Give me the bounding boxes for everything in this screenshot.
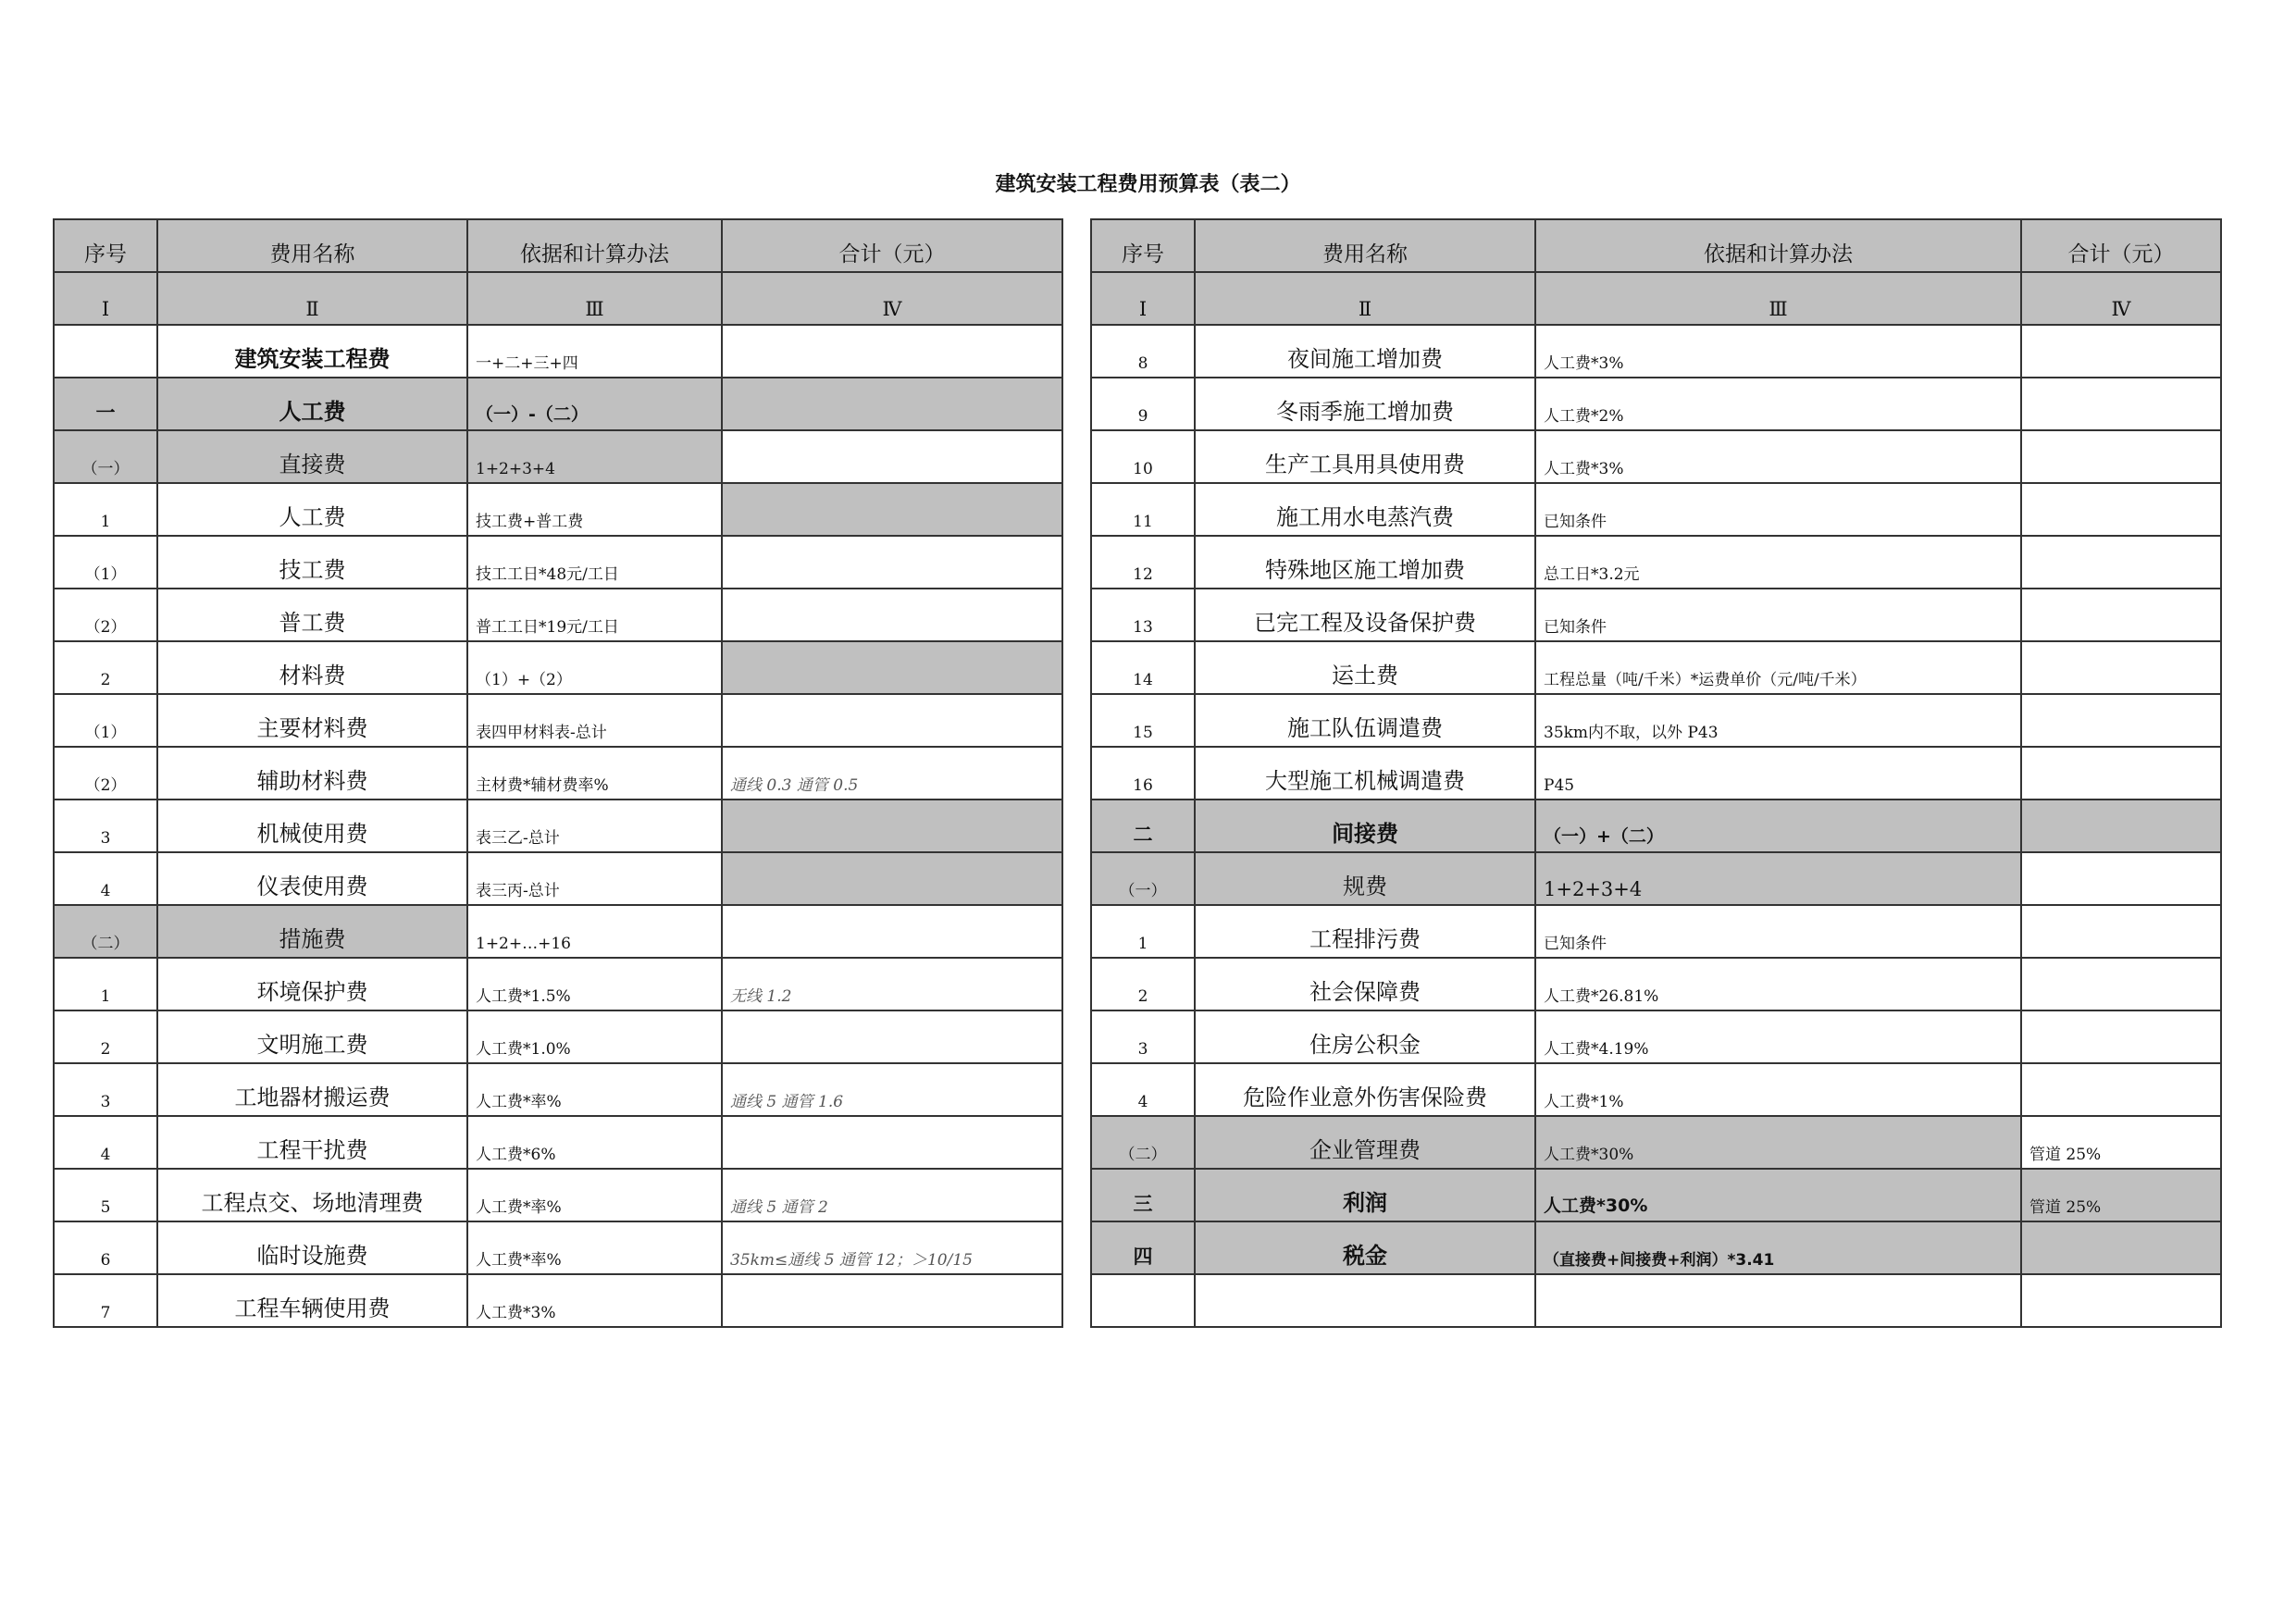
table-row: [54, 536, 1062, 589]
row-basis: （1）+（2）: [467, 641, 722, 694]
header-seq: 序号: [1091, 219, 1195, 272]
row-name: 文明施工费: [157, 1010, 467, 1063]
row-seq: （2）: [54, 747, 157, 800]
row-total-note: 通线 5 通管 1.6: [722, 1063, 1062, 1116]
row-name: 材料费: [157, 641, 467, 694]
row-basis: 技工工日*48元/工日: [467, 536, 722, 589]
budget-table-right: [1090, 218, 2222, 1328]
table-row: [54, 641, 1062, 694]
row-total: [722, 694, 1062, 747]
row-total: [722, 483, 1062, 536]
row-basis: 表四甲材料表-总计: [467, 694, 722, 747]
table-row: [1091, 1169, 2221, 1221]
row-seq: 13: [1091, 589, 1195, 641]
roman-total: Ⅳ: [2021, 272, 2221, 325]
row-basis: 人工费*1%: [1535, 1063, 2021, 1116]
row-name: 普工费: [157, 589, 467, 641]
roman-total: Ⅳ: [722, 272, 1062, 325]
row-basis: 35km内不取，以外 P43: [1535, 694, 2021, 747]
row-total: [722, 536, 1062, 589]
row-basis: 人工费*率%: [467, 1221, 722, 1274]
row-basis: 表三丙-总计: [467, 852, 722, 905]
table-row: [1091, 747, 2221, 800]
row-basis: 人工费*3%: [1535, 430, 2021, 483]
table-row: [1091, 1063, 2221, 1116]
table-row: [54, 325, 1062, 378]
row-total: [722, 852, 1062, 905]
row-total: [722, 430, 1062, 483]
row-seq: 2: [1091, 958, 1195, 1010]
table-row: [1091, 378, 2221, 430]
table-row: [54, 747, 1062, 800]
row-total: 管道 25%: [2021, 1116, 2221, 1169]
row-basis: 人工费*4.19%: [1535, 1010, 2021, 1063]
row-basis: （一）-（二）: [467, 378, 722, 430]
row-total: [722, 905, 1062, 958]
row-total: [2021, 1010, 2221, 1063]
table-row: [54, 483, 1062, 536]
row-seq: 3: [1091, 1010, 1195, 1063]
row-total: [2021, 1274, 2221, 1327]
row-seq: （1）: [54, 694, 157, 747]
table-row: [54, 852, 1062, 905]
row-seq: 14: [1091, 641, 1195, 694]
row-name: 危险作业意外伤害保险费: [1195, 1063, 1535, 1116]
row-name: 仪表使用费: [157, 852, 467, 905]
header-total: 合计（元）: [722, 219, 1062, 272]
row-seq: （一）: [1091, 852, 1195, 905]
table-row: [54, 905, 1062, 958]
row-seq: （二）: [1091, 1116, 1195, 1169]
table-row: [54, 1169, 1062, 1221]
row-name: 措施费: [157, 905, 467, 958]
row-total: [2021, 325, 2221, 378]
table-row: [1091, 958, 2221, 1010]
row-name: 社会保障费: [1195, 958, 1535, 1010]
row-basis: 已知条件: [1535, 589, 2021, 641]
table-row: [1091, 325, 2221, 378]
roman-seq: Ⅰ: [1091, 272, 1195, 325]
row-seq: 4: [54, 1116, 157, 1169]
row-seq: 9: [1091, 378, 1195, 430]
row-total: [2021, 694, 2221, 747]
budget-table-left: [53, 218, 1063, 1328]
row-seq: 6: [54, 1221, 157, 1274]
table-row: [1091, 1274, 2221, 1327]
row-name: 税金: [1195, 1221, 1535, 1274]
row-seq: 11: [1091, 483, 1195, 536]
row-basis: 一+二+三+四: [467, 325, 722, 378]
table-row: [54, 1010, 1062, 1063]
row-total-note: 35km≤通线 5 通管 12；＞10/15: [722, 1221, 1062, 1274]
row-basis: 1+2+3+4: [467, 430, 722, 483]
row-name: 工程干扰费: [157, 1116, 467, 1169]
row-total-note: 通线 5 通管 2: [722, 1169, 1062, 1221]
row-seq: 1: [54, 483, 157, 536]
row-seq: 1: [1091, 905, 1195, 958]
row-total: [2021, 747, 2221, 800]
row-total: [2021, 378, 2221, 430]
row-name: 冬雨季施工增加费: [1195, 378, 1535, 430]
table-row: [1091, 694, 2221, 747]
row-total: [722, 589, 1062, 641]
row-seq: （2）: [54, 589, 157, 641]
table-row: [54, 958, 1062, 1010]
row-seq: 一: [54, 378, 157, 430]
row-seq: 10: [1091, 430, 1195, 483]
header-basis: 依据和计算办法: [467, 219, 722, 272]
row-name: 规费: [1195, 852, 1535, 905]
table-row: [1091, 483, 2221, 536]
row-name: 利润: [1195, 1169, 1535, 1221]
row-total: [2021, 641, 2221, 694]
row-basis: 人工费*1.5%: [467, 958, 722, 1010]
row-basis: 人工费*3%: [467, 1274, 722, 1327]
row-seq: 2: [54, 1010, 157, 1063]
table-row: [1091, 641, 2221, 694]
row-basis: 人工费*率%: [467, 1063, 722, 1116]
table-row: [54, 1063, 1062, 1116]
row-name: [1195, 1274, 1535, 1327]
row-seq: （1）: [54, 536, 157, 589]
row-name: 技工费: [157, 536, 467, 589]
table-row: [54, 800, 1062, 852]
row-basis: （一）+（二）: [1535, 800, 2021, 852]
row-basis: 表三乙-总计: [467, 800, 722, 852]
row-total: [722, 800, 1062, 852]
row-basis: 主材费*辅材费率%: [467, 747, 722, 800]
row-name: 环境保护费: [157, 958, 467, 1010]
row-seq: 2: [54, 641, 157, 694]
header-row: [1091, 219, 2221, 272]
row-name: 辅助材料费: [157, 747, 467, 800]
header-row: [54, 219, 1062, 272]
table-row: [54, 694, 1062, 747]
row-total: [722, 378, 1062, 430]
row-name: 建筑安装工程费: [157, 325, 467, 378]
table-row: [1091, 536, 2221, 589]
row-total: [722, 641, 1062, 694]
row-total: [2021, 958, 2221, 1010]
table-row: [54, 1274, 1062, 1327]
row-total: [2021, 852, 2221, 905]
row-seq: [54, 325, 157, 378]
table-row: [1091, 852, 2221, 905]
row-name: 工程排污费: [1195, 905, 1535, 958]
roman-basis: Ⅲ: [1535, 272, 2021, 325]
row-total: [2021, 589, 2221, 641]
header-total: 合计（元）: [2021, 219, 2221, 272]
row-name: 工程车辆使用费: [157, 1274, 467, 1327]
row-seq: 7: [54, 1274, 157, 1327]
row-basis: 人工费*30%: [1535, 1169, 2021, 1221]
row-name: 运土费: [1195, 641, 1535, 694]
row-basis: （直接费+间接费+利润）*3.41: [1535, 1221, 2021, 1274]
table-row: [1091, 1116, 2221, 1169]
table-row: [1091, 905, 2221, 958]
row-seq: 5: [54, 1169, 157, 1221]
table-row: [54, 1221, 1062, 1274]
row-total: 管道 25%: [2021, 1169, 2221, 1221]
row-total: [722, 1116, 1062, 1169]
row-basis: 人工费*率%: [467, 1169, 722, 1221]
roman-name: Ⅱ: [157, 272, 467, 325]
row-seq: 3: [54, 800, 157, 852]
header-seq: 序号: [54, 219, 157, 272]
row-seq: （一）: [54, 430, 157, 483]
row-name: 施工队伍调遣费: [1195, 694, 1535, 747]
row-seq: 12: [1091, 536, 1195, 589]
row-seq: （二）: [54, 905, 157, 958]
roman-seq: Ⅰ: [54, 272, 157, 325]
row-name: 已完工程及设备保护费: [1195, 589, 1535, 641]
row-seq: 4: [54, 852, 157, 905]
row-seq: 1: [54, 958, 157, 1010]
row-basis: 人工费*3%: [1535, 325, 2021, 378]
row-total: [722, 325, 1062, 378]
row-seq: 四: [1091, 1221, 1195, 1274]
table-row: [1091, 1010, 2221, 1063]
row-name: 机械使用费: [157, 800, 467, 852]
table-row: [1091, 1221, 2221, 1274]
row-name: 特殊地区施工增加费: [1195, 536, 1535, 589]
row-total: [2021, 430, 2221, 483]
row-name: 人工费: [157, 378, 467, 430]
row-total: [2021, 1063, 2221, 1116]
table-row: [54, 378, 1062, 430]
roman-name: Ⅱ: [1195, 272, 1535, 325]
row-name: 间接费: [1195, 800, 1535, 852]
roman-basis: Ⅲ: [467, 272, 722, 325]
row-basis: 已知条件: [1535, 483, 2021, 536]
row-basis: 人工费*1.0%: [467, 1010, 722, 1063]
table-row: [54, 1116, 1062, 1169]
row-name: 工地器材搬运费: [157, 1063, 467, 1116]
row-name: 大型施工机械调遣费: [1195, 747, 1535, 800]
row-seq: [1091, 1274, 1195, 1327]
row-total: [2021, 536, 2221, 589]
row-basis: 1+2+…+16: [467, 905, 722, 958]
row-name: 主要材料费: [157, 694, 467, 747]
row-total-note: 通线 0.3 通管 0.5: [722, 747, 1062, 800]
row-name: 企业管理费: [1195, 1116, 1535, 1169]
row-total: [2021, 1221, 2221, 1274]
header-basis: 依据和计算办法: [1535, 219, 2021, 272]
row-seq: 16: [1091, 747, 1195, 800]
row-basis: 1+2+3+4: [1535, 852, 2021, 905]
row-seq: 3: [54, 1063, 157, 1116]
row-total: [2021, 800, 2221, 852]
row-basis: 普工工日*19元/工日: [467, 589, 722, 641]
row-basis: 人工费*30%: [1535, 1116, 2021, 1169]
row-total-note: 无线 1.2: [722, 958, 1062, 1010]
header-name: 费用名称: [1195, 219, 1535, 272]
row-seq: 15: [1091, 694, 1195, 747]
table-row: [1091, 589, 2221, 641]
row-seq: 8: [1091, 325, 1195, 378]
row-basis: 人工费*26.81%: [1535, 958, 2021, 1010]
row-name: 直接费: [157, 430, 467, 483]
row-basis: [1535, 1274, 2021, 1327]
row-basis: P45: [1535, 747, 2021, 800]
row-name: 临时设施费: [157, 1221, 467, 1274]
row-total: [722, 1274, 1062, 1327]
roman-numeral-row: [1091, 272, 2221, 325]
row-basis: 总工日*3.2元: [1535, 536, 2021, 589]
row-total: [2021, 483, 2221, 536]
row-name: 工程点交、场地清理费: [157, 1169, 467, 1221]
row-seq: 三: [1091, 1169, 1195, 1221]
row-basis: 已知条件: [1535, 905, 2021, 958]
page-title: 建筑安装工程费用预算表（表二）: [995, 173, 1301, 196]
header-name: 费用名称: [157, 219, 467, 272]
row-name: 夜间施工增加费: [1195, 325, 1535, 378]
row-seq: 二: [1091, 800, 1195, 852]
row-seq: 4: [1091, 1063, 1195, 1116]
row-basis: 人工费*2%: [1535, 378, 2021, 430]
row-basis: 工程总量（吨/千米）*运费单价（元/吨/千米）: [1535, 641, 2021, 694]
table-row: [54, 589, 1062, 641]
row-name: 生产工具用具使用费: [1195, 430, 1535, 483]
table-row: [54, 430, 1062, 483]
row-basis: 人工费*6%: [467, 1116, 722, 1169]
roman-numeral-row: [54, 272, 1062, 325]
row-name: 人工费: [157, 483, 467, 536]
row-total: [722, 1010, 1062, 1063]
table-row: [1091, 800, 2221, 852]
row-basis: 技工费+普工费: [467, 483, 722, 536]
row-total: [2021, 905, 2221, 958]
table-row: [1091, 430, 2221, 483]
row-name: 施工用水电蒸汽费: [1195, 483, 1535, 536]
row-name: 住房公积金: [1195, 1010, 1535, 1063]
